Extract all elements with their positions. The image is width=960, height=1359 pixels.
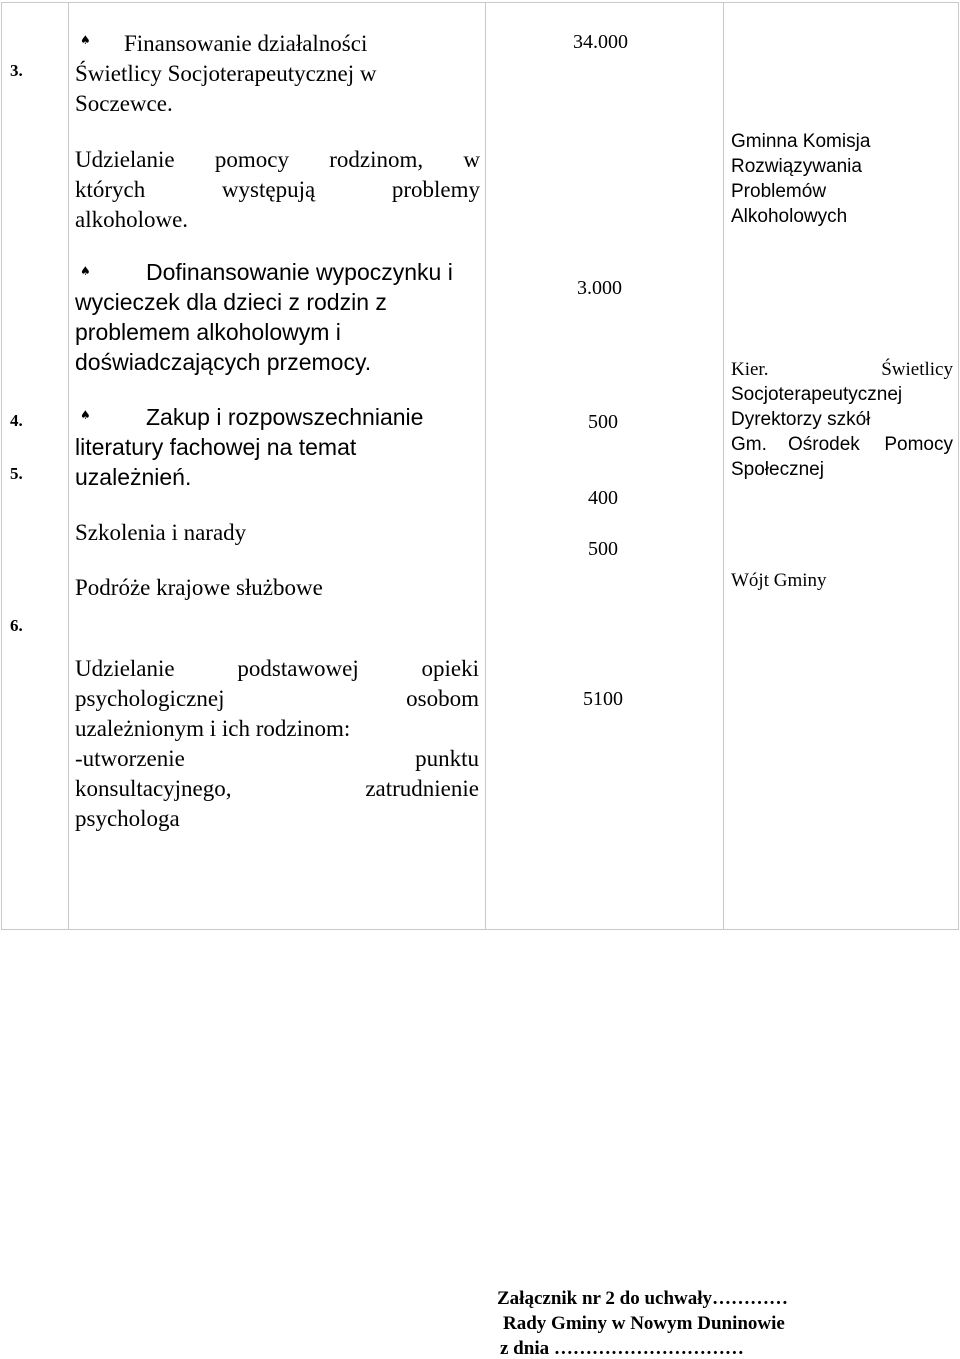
column-divider [485,2,486,930]
responsible-text: Dyrektorzy szkół [731,409,871,430]
task-text: wycieczek dla dzieci z rodzin z [75,289,387,315]
amount: 5100 [583,688,623,710]
responsible-text: Wójt Gminy [731,570,827,591]
amount: 500 [588,411,618,433]
responsible-text: Pomocy [884,434,953,455]
task-text: problemem alkoholowym i [75,319,341,345]
amount: 3.000 [577,277,622,299]
responsible-text: Społecznej [731,459,824,480]
responsible-text: Świetlicy [881,359,953,380]
task-text: uzależnień. [75,464,192,490]
task-text: doświadczających przemocy. [75,349,372,375]
task-text: Dofinansowanie wypoczynku i [146,259,453,285]
task-text: -utworzenie punktu [75,746,479,771]
task-text: Szkolenia i narady [75,520,247,545]
row-number: 6. [10,616,23,635]
amount: 34.000 [573,31,628,53]
row-number: 5. [10,464,23,483]
task-text: psychologa [75,806,180,831]
task-text: alkoholowe. [75,207,189,232]
task-text: konsultacyjnego, zatrudnienie [75,776,479,801]
column-divider [68,2,69,930]
bullet-icon: ♠ [80,33,91,47]
attachment-label: Załącznik nr 2 do uchwały………… [497,1288,789,1309]
responsible-text [731,360,953,379]
task-text: psychologicznej osobom [75,686,479,711]
column-divider [723,2,724,930]
task-text: Zakup i rozpowszechnianie [146,404,424,430]
task-text: uzależnionym i ich rodzinom: [75,716,351,741]
task-text: Podróże krajowe służbowe [75,575,323,600]
task-text: Finansowanie działalności [124,31,368,56]
bullet-icon: ♠ [80,264,91,278]
responsible-text: Problemów [731,181,827,202]
attachment-label: z dnia ………………………… [500,1338,744,1359]
attachment-label: Rady Gminy w Nowym Duninowie [503,1313,785,1334]
responsible-text: Socjoterapeutycznej [731,384,903,405]
responsible-text: Gminna Komisja [731,131,871,152]
task-text: których występują problemy [75,177,480,202]
row-number: 3. [10,61,23,80]
task-text: Udzielanie podstawowej opieki [75,656,479,681]
task-text: Udzielanie pomocy rodzinom, w [75,147,480,172]
responsible-text: Ośrodek [788,434,860,455]
responsible-text: Gm. [731,434,767,455]
responsible-text: Rozwiązywania [731,156,862,177]
bullet-icon: ♠ [80,408,91,422]
responsible-text: Alkoholowych [731,206,848,227]
responsible-text: Kier. [731,359,769,380]
responsible-text [731,435,953,454]
amount: 500 [588,538,618,560]
task-text: Świetlicy Socjoterapeutycznej w [75,61,377,86]
task-text: literatury fachowej na temat [75,434,357,460]
row-number: 4. [10,411,23,430]
amount: 400 [588,487,618,509]
task-text: Soczewce. [75,91,173,116]
